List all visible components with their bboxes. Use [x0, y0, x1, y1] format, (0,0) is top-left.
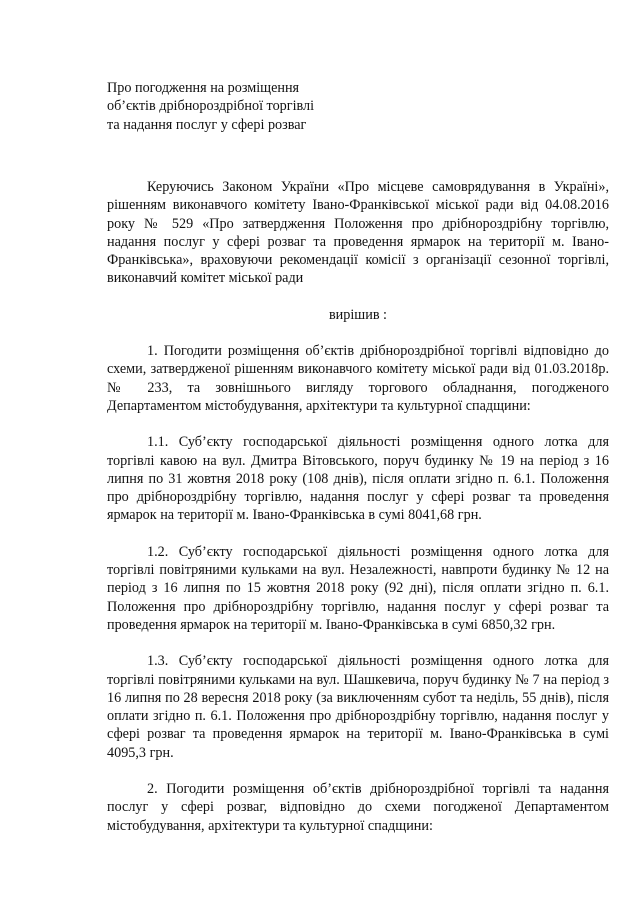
item-1-1-paragraph: 1.1. Суб’єкту господарської діяльності розміщення одного лотка для торгівлі кавою на вул. Дмитра Вітовського, поруч будинку № 19 на період з 16 липня по 31 жовтня 2018 року (108 днів), після оплати згідно п. 6.1. Положення про дрібнороздрібну торгівлю, надання послуг у сфері розваг та проведення ярмарок на території м. Івано-Франківська в сумі 8041,68 грн. — [107, 434, 609, 524]
item-1-2-paragraph: 1.2. Суб’єкту господарської діяльності розміщення одного лотка для торгівлі повітряними кульками на вул. Незалежності, навпроти будинку № 12 на період з 16 липня по 15 жовтня 2018 року (92 дні), після оплати згідно п. 6.1. Положення про дрібнороздрібну торгівлю, надання послуг у сфері розваг та проведення ярмарок на території м. Івано-Франківська в сумі 6850,32 грн. — [107, 543, 609, 633]
title-line-2: об’єктів дрібнороздрібної торгівлі — [107, 98, 315, 115]
item-2-paragraph: 2. Погодити розміщення об’єктів дрібнороздрібної торгівлі та надання послуг у сфері розваг, відповідно до схеми погодженої Департаментом містобудування, архітектури та культурної спадщини: — [107, 781, 609, 834]
item-1-3-paragraph: 1.3. Суб’єкту господарської діяльності розміщення одного лотка для торгівлі повітряними кульками на вул. Шашкевича, поруч будинку № 7 на період з 16 липня по 28 вересня 2018 року (за виключенням субот та неділь, 55 днів), після оплати згідно п. 6.1. Положення про дрібнороздрібну торгівлю, надання послуг у сфері розваг та проведення ярмарок на території м. Івано-Франківська в сумі 4095,3 грн. — [107, 653, 609, 761]
item-1-paragraph: 1. Погодити розміщення об’єктів дрібнороздрібної торгівлі відповідно до схеми, затвердженої рішенням виконавчого комітету міської ради від 01.03.2018р. № 233, та зовнішнього вигляду торгового обладнання, погодженого Департаментом містобудування, архітектури та культурної спадщини: — [107, 343, 609, 414]
title-line-3: та надання послуг у сфері розваг — [107, 116, 307, 133]
document-title — [107, 79, 407, 134]
document-body — [107, 178, 609, 853]
decision-heading: вирішив : — [328, 306, 388, 323]
preamble-paragraph: Керуючись Законом України «Про місцеве самоврядування в Україні», рішенням виконавчого комітету Івано-Франківської міської ради від 04.08.2016 року № 529 «Про затвердження Положення про дрібнороздрібну торгівлю, надання послуг у сфері розваг та проведення ярмарок на території м. Івано-Франківська», враховуючи рекомендації комісії з організації сезонної торгівлі, виконавчий комітет міської ради — [107, 179, 609, 287]
title-line-1: Про погодження на розміщення — [107, 80, 300, 96]
